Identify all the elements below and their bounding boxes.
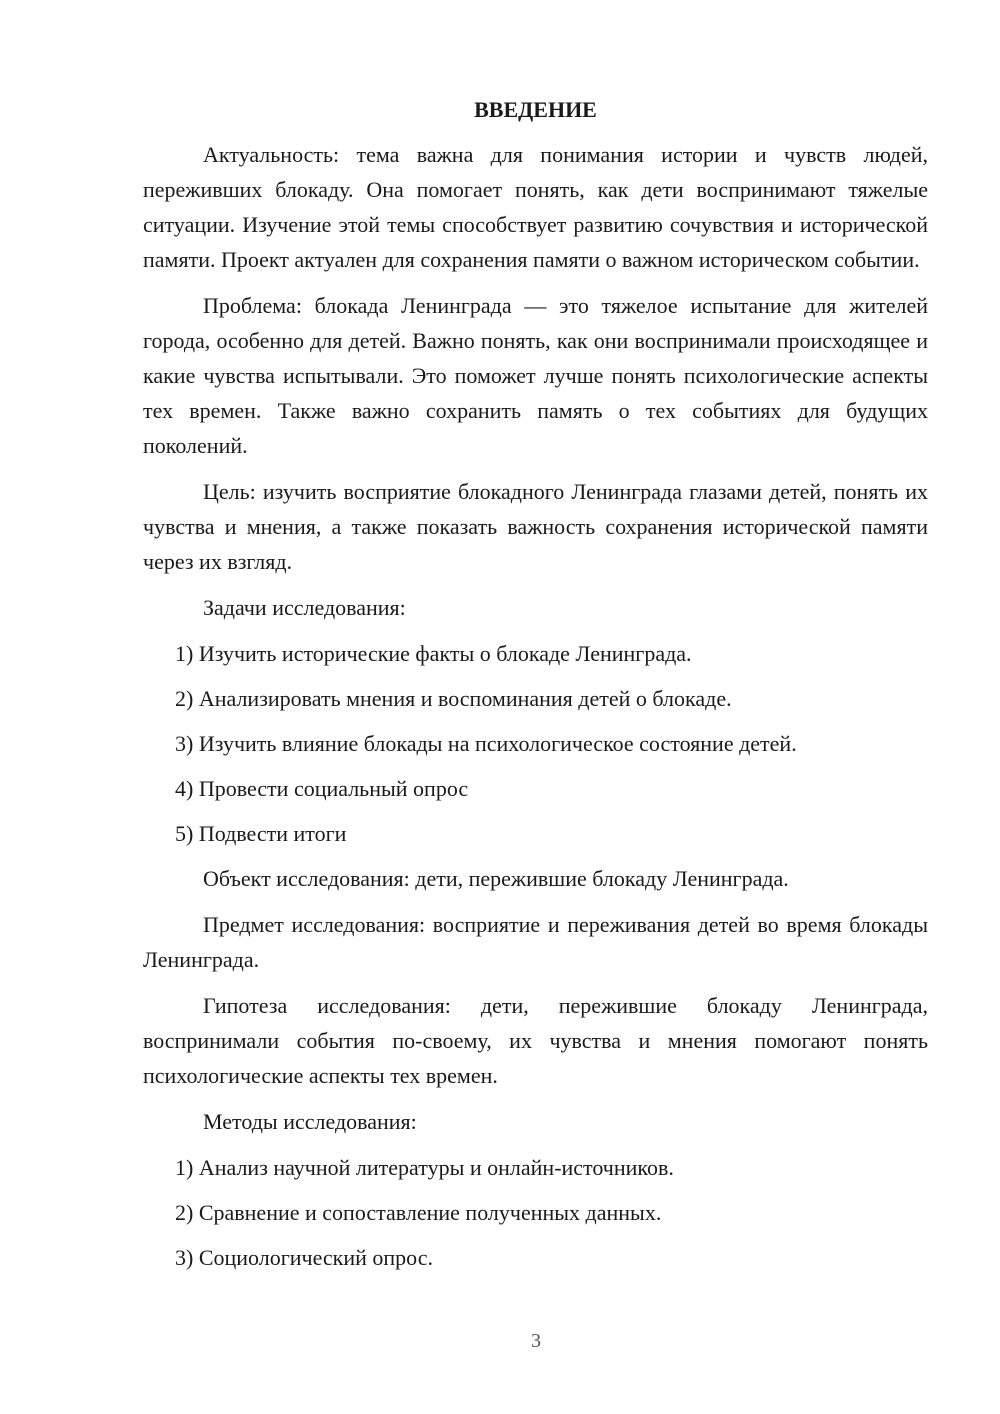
task-item: 5) Подвести итоги bbox=[175, 821, 347, 846]
method-item: 3) Социологический опрос. bbox=[175, 1245, 433, 1270]
section-heading: ВВЕДЕНИЕ bbox=[474, 97, 597, 122]
page-content bbox=[143, 92, 928, 1285]
object-paragraph: Объект исследования: дети, пережившие блокаду Ленинграда. bbox=[203, 866, 789, 891]
subject-paragraph: Предмет исследования: восприятие и переживания детей во время блокады Ленинграда. bbox=[143, 912, 928, 972]
task-item: 4) Провести социальный опрос bbox=[175, 776, 469, 801]
method-item: 1) Анализ научной литературы и онлайн-источников. bbox=[175, 1155, 674, 1180]
problem-paragraph: Проблема: блокада Ленинграда — это тяжелое испытание для жителей города, особенно для детей. Важно понять, как они воспринимали происходящее и какие чувства испытывали. Это поможет лучше понять психологические аспекты тех времен. Также важно сохранить память о тех событиях для будущих поколений. bbox=[143, 293, 928, 458]
task-item: 2) Анализировать мнения и воспоминания детей о блокаде. bbox=[175, 686, 732, 711]
hypothesis-paragraph: Гипотеза исследования: дети, пережившие блокаду Ленинграда, воспринимали события по-своему, их чувства и мнения помогают понять психологические аспекты тех времен. bbox=[143, 993, 928, 1088]
relevance-paragraph: Актуальность: тема важна для понимания истории и чувств людей, переживших блокаду. Она помогает понять, как дети воспринимают тяжелые ситуации. Изучение этой темы способствует развитию сочувствия и исторической памяти. Проект актуален для сохранения памяти о важном историческом событии. bbox=[143, 142, 928, 272]
goal-paragraph: Цель: изучить восприятие блокадного Ленинграда глазами детей, понять их чувства и мнения, а также показать важность сохранения исторической памяти через их взгляд. bbox=[143, 479, 928, 574]
task-item: 1) Изучить исторические факты о блокаде Ленинграда. bbox=[175, 641, 692, 666]
page-number: 3 bbox=[531, 1330, 541, 1352]
methods-title: Методы исследования: bbox=[203, 1109, 417, 1134]
method-item: 2) Сравнение и сопоставление полученных данных. bbox=[175, 1200, 662, 1225]
tasks-title: Задачи исследования: bbox=[203, 595, 406, 620]
task-item: 3) Изучить влияние блокады на психологическое состояние детей. bbox=[175, 731, 797, 756]
